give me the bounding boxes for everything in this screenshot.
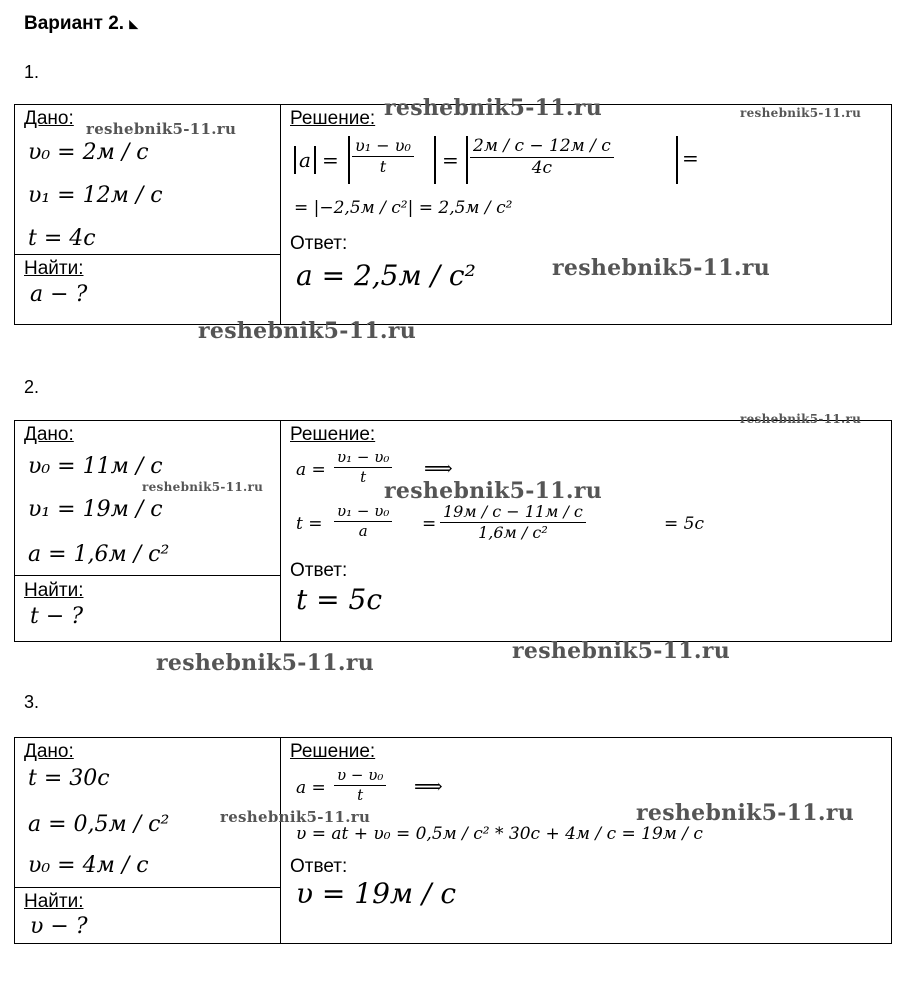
problem-1-a: a — [299, 148, 311, 172]
problem-2-frac3 — [440, 502, 586, 543]
problem-2-solution-label: Решение: — [290, 424, 376, 445]
abs-bar — [348, 136, 350, 184]
problem-2-find-value: t − ? — [30, 604, 84, 629]
problem-3-given-divider — [14, 887, 280, 888]
problem-1-frac2-num: 2м / с − 12м / с — [470, 136, 614, 158]
problem-3-solution-label: Решение: — [290, 741, 376, 762]
problem-2-given-divider — [14, 575, 280, 576]
problem-1-divider — [280, 104, 281, 324]
watermark: reshebnik5-11.ru — [384, 95, 603, 121]
problem-1-tail: = — [682, 146, 699, 170]
implies-arrow-icon: ⟹ — [424, 456, 453, 480]
problem-3-answer: υ = 19м / с — [296, 877, 457, 910]
problem-1-frac1-num: υ₁ − υ₀ — [352, 136, 414, 157]
problem-2-frac1-den: t — [360, 467, 367, 486]
problem-2-frac3-den: 1,6м / с² — [478, 523, 548, 542]
watermark: reshebnik5-11.ru — [86, 120, 237, 138]
problem-1-frac2 — [470, 136, 614, 180]
problem-2-line1-lhs: a = — [296, 460, 326, 480]
problem-3-find-value: υ − ? — [30, 914, 88, 939]
problem-3-line1-lhs: a = — [296, 778, 326, 798]
problem-3-divider — [280, 737, 281, 943]
problem-1-answer-label: Ответ: — [290, 233, 348, 254]
problem-2-frac2 — [334, 502, 392, 541]
problem-1-frac2-den: 4с — [531, 158, 553, 179]
problem-1-given-label: Дано: — [24, 108, 74, 129]
abs-bar — [294, 146, 296, 174]
problem-3-number: 3. — [24, 692, 40, 712]
cursor-icon: ◣ — [129, 18, 138, 31]
problem-3-frac1-num: υ − υ₀ — [334, 766, 386, 786]
abs-bar — [676, 136, 678, 184]
problem-2-answer: t = 5с — [296, 583, 383, 616]
problem-1-frac1 — [352, 136, 414, 177]
problem-3-frac1 — [334, 766, 386, 805]
watermark: reshebnik5-11.ru — [740, 106, 862, 120]
problem-3-given-label: Дано: — [24, 741, 74, 762]
watermark: reshebnik5-11.ru — [384, 478, 603, 504]
implies-arrow-icon: ⟹ — [414, 774, 443, 798]
problem-2-given-a: a = 1,6м / с² — [28, 542, 170, 567]
abs-bar — [314, 146, 316, 174]
watermark: reshebnik5-11.ru — [142, 480, 264, 494]
problem-1-eq: = — [322, 148, 339, 172]
problem-1-given-v1: υ₁ = 12м / с — [28, 183, 163, 208]
problem-1-given-t: t = 4с — [28, 226, 96, 251]
watermark: reshebnik5-11.ru — [198, 318, 417, 344]
abs-bar — [466, 136, 468, 184]
problem-1-number: 1. — [24, 62, 40, 82]
problem-1-line2: = |−2,5м / с²| = 2,5м / с² — [294, 198, 513, 218]
problem-2-number: 2. — [24, 377, 40, 397]
problem-2-divider — [280, 420, 281, 641]
abs-bar — [434, 136, 436, 184]
problem-1-find-label: Найти: — [24, 258, 84, 279]
problem-2-eq: = — [422, 514, 437, 534]
watermark: reshebnik5-11.ru — [512, 638, 731, 664]
problem-1-find-value: a − ? — [30, 282, 88, 307]
problem-2-find-label: Найти: — [24, 580, 84, 601]
problem-2-frac3-num: 19м / с − 11м / с — [440, 502, 586, 523]
watermark: reshebnik5-11.ru — [220, 808, 371, 826]
watermark: reshebnik5-11.ru — [552, 255, 771, 281]
problem-2-given-v0: υ₀ = 11м / с — [28, 454, 163, 479]
problem-2-answer-label: Ответ: — [290, 560, 348, 581]
watermark: reshebnik5-11.ru — [156, 650, 375, 676]
problem-1-given-v0: υ₀ = 2м / с — [28, 140, 149, 165]
problem-3-find-label: Найти: — [24, 891, 84, 912]
problem-1-solution-label: Решение: — [290, 108, 376, 129]
problem-3-line2: υ = at + υ₀ = 0,5м / с² * 30с + 4м / с = 19м / с — [296, 824, 703, 844]
problem-2-frac1-num: υ₁ − υ₀ — [334, 448, 392, 468]
problem-1-answer: a = 2,5м / с² — [296, 259, 476, 292]
problem-1-given-divider — [14, 254, 280, 255]
problem-2-given-label: Дано: — [24, 424, 74, 445]
problem-1-frac1-den: t — [379, 157, 387, 176]
problem-3-answer-label: Ответ: — [290, 856, 348, 877]
problem-2-line2-lhs: t = — [296, 514, 323, 534]
problem-2-line2-tail: = 5с — [664, 514, 704, 534]
problem-3-given-t: t = 30с — [28, 766, 110, 791]
page-title — [24, 13, 138, 35]
problem-3-frac1-den: t — [357, 785, 364, 804]
problem-1-eq2: = — [442, 148, 459, 172]
problem-3-given-v0: υ₀ = 4м / с — [28, 853, 149, 878]
page-title-text: Вариант 2. — [24, 13, 125, 34]
problem-3-given-a: a = 0,5м / с² — [28, 812, 170, 837]
problem-2-given-v1: υ₁ = 19м / с — [28, 497, 163, 522]
problem-2-frac2-den: a — [358, 521, 368, 540]
problem-2-frac2-num: υ₁ − υ₀ — [334, 502, 392, 522]
watermark: reshebnik5-11.ru — [636, 800, 855, 826]
watermark: reshebnik5-11.ru — [740, 412, 862, 426]
